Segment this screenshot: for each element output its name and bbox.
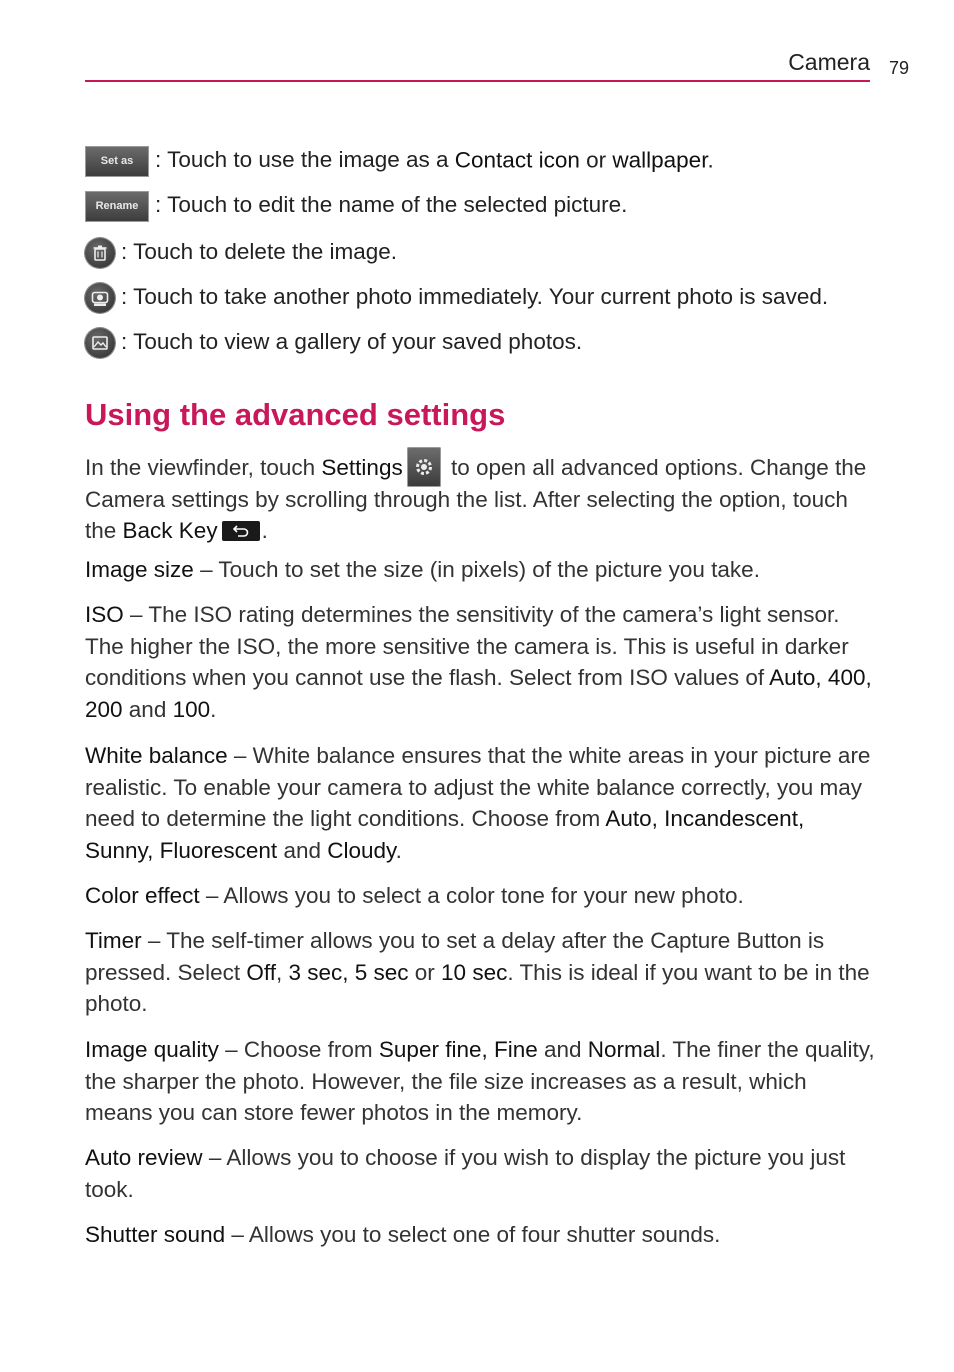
icon-list-item-new-photo [85,283,828,313]
white-balance-entry: White balance – White balance ensures that the white areas in your picture are realistic. To enable your camera to adjust the white balance correctly, you may need to determine the light conditions. Choose from Auto, Incandescent, Sunny, Fluorescent and Cloudy. [85,743,871,864]
set-as-button-icon: Set as [85,146,149,177]
item-text: : Touch to use the image as a [155,147,455,173]
page-number: 79 [889,58,910,78]
gallery-icon [85,328,115,358]
icon-list-item-delete [85,238,397,268]
back-key-term: Back Key [122,518,218,544]
item-text: : Touch to delete the image. [121,239,398,264]
item-text: . [707,147,714,173]
iso-entry: ISO – The ISO rating determines the sensitivity of the camera’s light sensor. The higher the ISO, the more sensitive the camera is. This is useful in darker conditions when you cannot use the flash. Select from ISO values of Auto, 400, 200 and 100. [85,602,872,723]
trash-icon [85,238,115,268]
auto-review-entry: Auto review – Allows you to choose if you wish to display the picture you just took. [85,1145,846,1202]
image-quality-entry: Image quality – Choose from Super fine, Fine and Normal. The finer the quality, the sharper the photo. However, the file size increases as a result, which means you can store fewer photos in the memory. [85,1037,875,1126]
back-key-icon [222,521,260,541]
section-title: Using the advanced settings [85,397,506,432]
image-size-entry: Image size – Touch to set the size (in pixels) of the picture you take. [85,557,760,582]
intro-paragraph: In the viewfinder, touch Settings to open all advanced options. Change the Camera settings by scrolling through the list. After selecting the option, touch the Back Key . [85,447,875,547]
icon-list-item-rename [85,191,627,222]
timer-entry: Timer – The self-timer allows you to set a delay after the Capture Button is pressed. Select Off, 3 sec, 5 sec or 10 sec. This is ideal if you want to be in the photo. [85,928,870,1017]
icon-list-item-set-as [85,146,714,177]
wallpaper-term: wallpaper [612,147,708,173]
settings-term: Settings [321,455,403,480]
icon-list-item-gallery [85,328,582,358]
item-text: : Touch to view a gallery of your saved photos. [121,329,583,354]
running-header-section: Camera [788,49,870,75]
header-rule [85,80,870,82]
rename-button-icon: Rename [85,191,149,222]
shutter-sound-entry: Shutter sound – Allows you to select one of four shutter sounds. [85,1222,721,1247]
color-effect-entry: Color effect – Allows you to select a color tone for your new photo. [85,883,744,908]
contact-icon-term: Contact icon [454,147,580,173]
item-text: : Touch to take another photo immediately. Your current photo is saved. [121,284,829,309]
new-photo-icon [85,283,115,313]
item-text: : Touch to edit the name of the selected picture. [155,192,628,218]
settings-gear-icon [407,447,441,487]
item-text: or [579,147,613,173]
